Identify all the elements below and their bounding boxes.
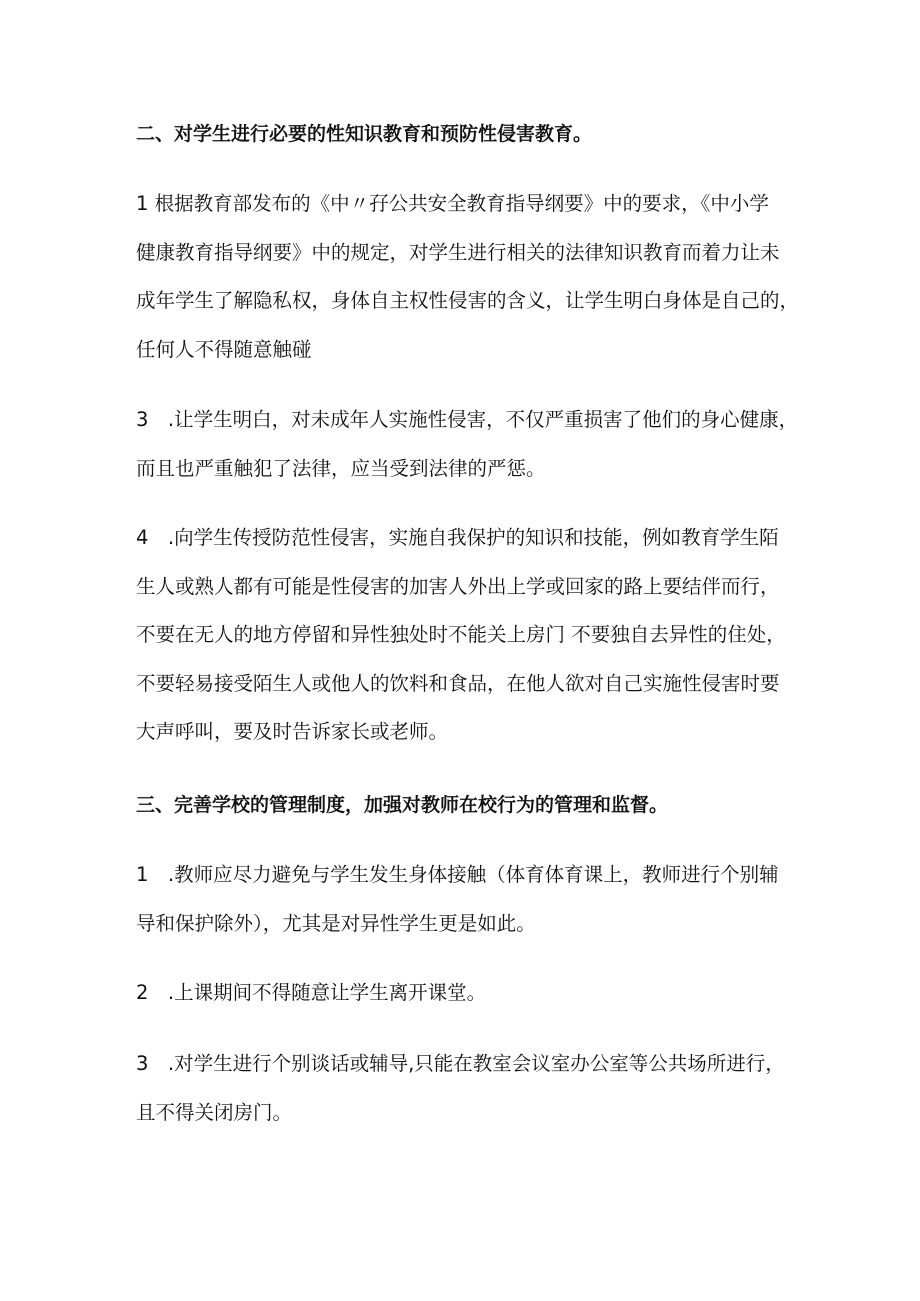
paragraph-line: 导和保护除外），尤其是对异性学生更是如此。 (136, 911, 536, 935)
paragraph-2-4 (136, 514, 816, 757)
paragraph-line: 1 .教师应尽力避免与学生发生身体接触（体育体育课上，教师进行个别辅 (136, 863, 779, 886)
paragraph-line: 3 .对学生进行个别谈话或辅导,只能在教室会议室办公室等公共场所进行， (136, 1052, 785, 1075)
paragraph-line: 而且也严重触犯了法律，应当受到法律的严惩。 (136, 456, 546, 480)
paragraph-line: 不要轻易接受陌生人或他人的饮料和食品，在他人欲对自己实施性侵害时要 (136, 671, 780, 695)
paragraph-line: 大声呼叫，要及时告诉家长或老师。 (136, 720, 449, 743)
paragraph-3-1 (136, 851, 816, 948)
paragraph-line: 2 .上课期间不得随意让学生离开课堂。 (136, 981, 487, 1004)
paragraph-2-1 (136, 180, 816, 374)
section-heading-3: 三、完善学校的管理制度，加强对教师在校行为的管理和监督。 (136, 794, 669, 816)
section-heading-2: 二、对学生进行必要的性知识教育和预防性侵害教育。 (136, 123, 593, 145)
paragraph-3-2 (136, 969, 816, 1018)
paragraph-line: 4 .向学生传授防范性侵害，实施自我保护的知识和技能，例如教育学生陌 (136, 526, 779, 549)
paragraph-2-3 (136, 396, 816, 493)
paragraph-line: 1 根据教育部发布的《中〃孖公共安全教育指导纲要》中的要求，《中小学 (136, 192, 769, 215)
paragraph-3-3 (136, 1040, 816, 1137)
paragraph-line: 生人或熟人都有可能是性侵害的加害人外出上学或回家的路上要结伴而行， (136, 574, 780, 598)
paragraph-line: 不要在无人的地方停留和异性独处时不能关上房门 不要独自去异性的住处， (136, 623, 786, 646)
paragraph-line: 成年学生了解隐私权，身体自主权性侵害的含义，让学生明白身体是自己的， (136, 289, 800, 312)
paragraph-line: 3 .让学生明白，对未成年人实施性侵害，不仅严重损害了他们的身心健康， (136, 408, 799, 431)
paragraph-line: 且不得关闭房门。 (136, 1100, 293, 1124)
paragraph-line: 任何人不得随意触碰 (136, 337, 312, 361)
paragraph-line: 健康教育指导纲要》中的规定，对学生进行相关的法律知识教育而着力让未 (136, 240, 780, 264)
